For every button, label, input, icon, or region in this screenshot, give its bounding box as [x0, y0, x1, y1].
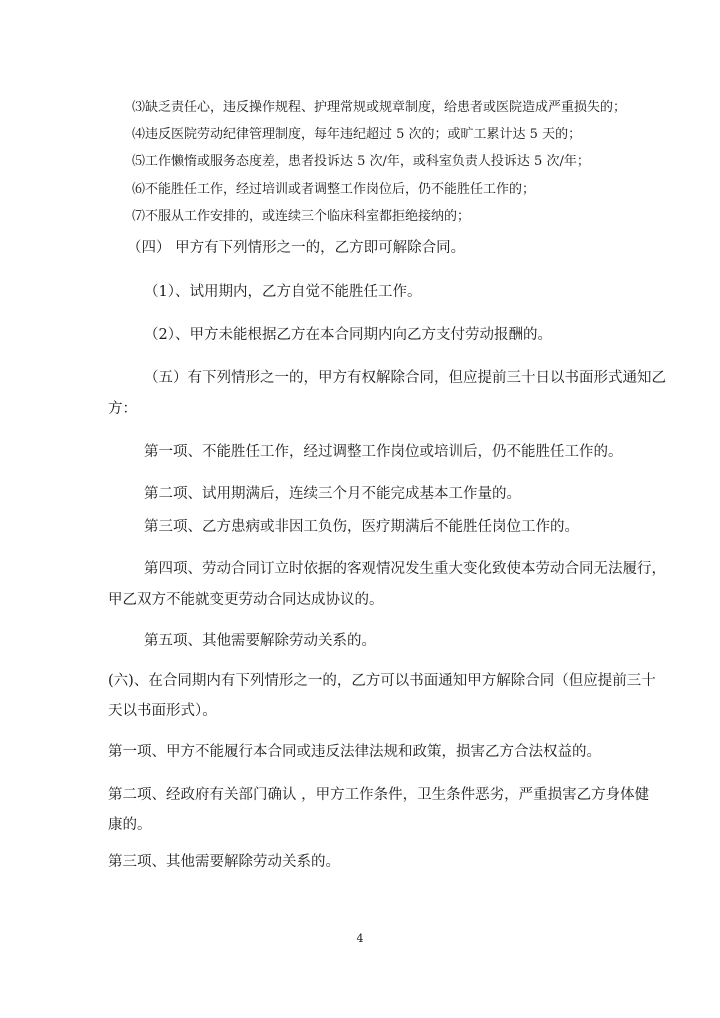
section5-item-1: 第一项、不能胜任工作，经过调整工作岗位或培训后，仍不能胜任工作的。 [144, 444, 623, 460]
page-number: 4 [356, 932, 364, 945]
section6-heading-line2: 天以书面形式）。 [108, 703, 217, 719]
clause-item-5: ⑸工作懒惰或服务态度差，患者投诉达 5 次/年，或科室负责人投诉达 5 次/年； [132, 154, 590, 169]
section4-heading: （四） 甲方有下列情形之一的，乙方即可解除合同。 [127, 240, 466, 256]
section6-item-2-line1: 第二项、经政府有关部门确认 ，甲方工作条件，卫生条件恶劣，严重损害乙方身体健 [108, 787, 650, 803]
section6-heading-line1: (六)、在合同期内有下列情形之一的，乙方可以书面通知甲方解除合同（但应提前三十 [108, 673, 656, 689]
section5-heading-line1: （五）有下列情形之一的，甲方有权解除合同，但应提前三十日以书面形式通知乙 [144, 370, 666, 386]
clause-item-4: ⑷违反医院劳动纪律管理制度，每年违纪超过 5 次的；或旷工累计达 5 天的； [132, 127, 582, 142]
clause-item-7: ⑺不服从工作安排的，或连续三个临床科室都拒绝接纳的； [132, 209, 471, 224]
clause-item-3: ⑶缺乏责任心，违反操作规程、护理常规或规章制度，给患者或医院造成严重损失的； [132, 100, 627, 115]
section5-item-3: 第三项、乙方患病或非因工负伤，医疗期满后不能胜任岗位工作的。 [144, 519, 579, 535]
section4-item-2: （2）、甲方未能根据乙方在本合同期内向乙方支付劳动报酬的。 [144, 327, 552, 343]
section5-item-4-line2: 甲乙双方不能就变更劳动合同达成协议的。 [108, 592, 384, 608]
clause-item-6: ⑹不能胜任工作，经过培训或者调整工作岗位后，仍不能胜任工作的； [132, 182, 536, 197]
section5-item-2: 第二项、试用期满后，连续三个月不能完成基本工作量的。 [144, 486, 521, 502]
section6-item-3: 第三项、其他需要解除劳动关系的。 [108, 854, 340, 870]
section5-heading-line2: 方： [108, 401, 137, 417]
section6-item-2-line2: 康的。 [108, 817, 152, 833]
section5-item-5: 第五项、其他需要解除劳动关系的。 [144, 633, 376, 649]
section5-item-4-line1: 第四项、劳动合同订立时依据的客观情况发生重大变化致使本劳动合同无法履行， [144, 561, 666, 577]
section6-item-1: 第一项、甲方不能履行本合同或违反法律法规和政策，损害乙方合法权益的。 [108, 744, 601, 760]
section4-item-1: （1）、试用期内，乙方自觉不能胜任工作。 [144, 284, 422, 300]
